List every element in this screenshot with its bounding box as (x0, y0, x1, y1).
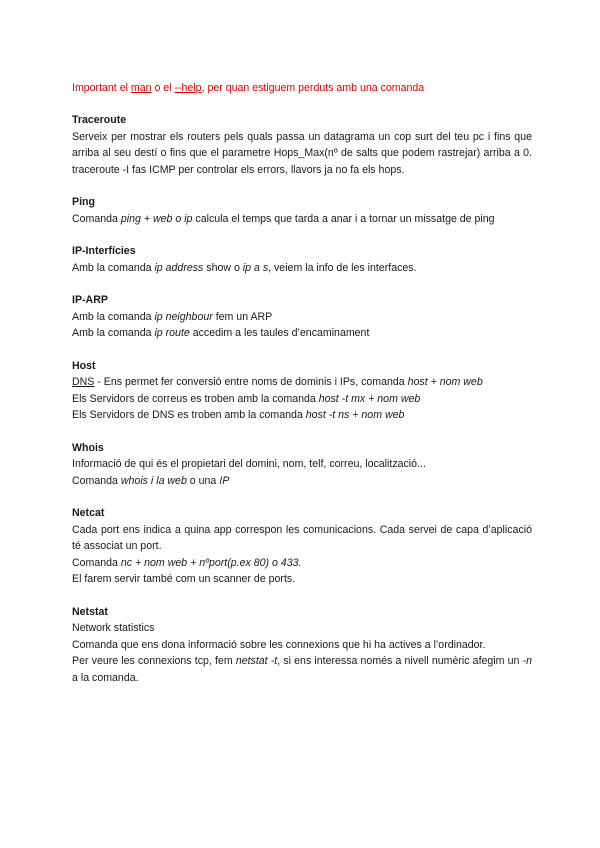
whois-command: whois i la web (120, 474, 187, 487)
ip-interficies-heading: IP-Interfícies (72, 245, 136, 258)
man-link[interactable]: man (130, 81, 152, 94)
host-line-3 (72, 407, 532, 424)
netcat-line-3: El farem servir també com un scanner de ports. (72, 573, 296, 586)
ping-pre: Comanda (72, 212, 121, 225)
intro-note (72, 80, 532, 97)
ipi-pre: Amb la comanda (72, 261, 155, 274)
whois-l2-pre: Comanda (72, 474, 121, 487)
ip-route-command: ip route (154, 327, 190, 340)
section-ip-arp (72, 292, 532, 342)
ipi-mid: show o (203, 261, 243, 274)
ip-neighbour-command: ip neighbour (154, 310, 213, 323)
host-heading: Host (72, 359, 96, 372)
host-l1-text: - Ens permet fer conversió entre noms de dominis i IPs, comanda (94, 376, 408, 389)
ip-interficies-text (72, 260, 532, 277)
netstat-n-flag: -n (522, 655, 532, 668)
whois-line-1: Informació de qui és el propietari del domini, nom, telf, correu, localització... (72, 458, 426, 471)
traceroute-heading: Traceroute (72, 114, 127, 127)
netcat-line-1: Cada port ens indica a quina app correspon les comunicacions. Cada servei de capa d’aplicació té associat un port. (72, 523, 532, 553)
section-traceroute (72, 112, 532, 178)
section-ping (72, 194, 532, 227)
ip-a-s-command: ip a s (242, 261, 269, 274)
ipi-post: , veiem la info de les interfaces. (268, 261, 417, 274)
host-ns-command: host -t ns + nom web (305, 409, 405, 422)
section-host (72, 358, 532, 424)
whois-l2-mid: o una (186, 474, 220, 487)
netstat-line-2: Comanda que ens dona informació sobre les connexions que hi ha actives a l’ordinador. (72, 638, 486, 651)
ip-arp-line-1 (72, 309, 532, 326)
intro-mid: o el (151, 81, 175, 94)
ping-post: calcula el temps que tarda a anar i a tornar un missatge de ping (192, 212, 495, 225)
nc-command: nc + nom web + nºport(p.ex 80) o 433. (120, 556, 302, 569)
host-line-2 (72, 391, 532, 408)
section-whois (72, 440, 532, 490)
netcat-l2-pre: Comanda (72, 556, 121, 569)
netstat-t-command: netstat -t (235, 655, 278, 668)
netstat-line-1: Network statistics (72, 622, 155, 635)
help-link[interactable]: --help (174, 81, 202, 94)
host-mx-command: host -t mx + nom web (318, 392, 421, 405)
section-ip-interficies (72, 243, 532, 276)
whois-heading: Whois (72, 441, 104, 454)
netstat-heading: Netstat (72, 605, 108, 618)
intro-suffix: , per quan estiguem perduts amb una comanda (201, 81, 425, 94)
iparp-l1-pre: Amb la comanda (72, 310, 155, 323)
ping-heading: Ping (72, 196, 95, 209)
document-content (72, 69, 532, 702)
iparp-l1-post: fem un ARP (212, 310, 273, 323)
ip-arp-heading: IP-ARP (72, 294, 108, 307)
netstat-l3-end: a la comanda. (72, 671, 139, 684)
ip-arp-line-2 (72, 325, 532, 342)
iparp-l2-pre: Amb la comanda (72, 327, 155, 340)
netstat-line-3 (72, 653, 532, 686)
host-l2-text: Els Servidors de correus es troben amb la comanda (72, 392, 319, 405)
netcat-heading: Netcat (72, 507, 105, 520)
netstat-l3-post: , si ens interessa només a nivell numèric afegim un (277, 655, 523, 668)
whois-line-2 (72, 473, 532, 490)
netcat-line-2 (72, 555, 532, 572)
ping-text (72, 211, 532, 228)
ip-address-command: ip address (154, 261, 204, 274)
section-netcat (72, 505, 532, 588)
iparp-l2-post: accedim a les taules d’encaminament (189, 327, 370, 340)
host-command: host + nom web (407, 376, 483, 389)
netstat-l3-pre: Per veure les connexions tcp, fem (72, 655, 236, 668)
section-netstat (72, 604, 532, 687)
ping-command: ping + web o ip (120, 212, 193, 225)
whois-ip: IP (219, 474, 230, 487)
host-line-1 (72, 374, 532, 391)
dns-link[interactable]: DNS (72, 376, 95, 389)
traceroute-text: Serveix per mostrar els routers pels quals passa un datagrama un cop surt del teu pc i fins que arriba al seu destí o fins que el parametre Hops_Max(nº de salts que podem rastrejar) arriba a 0. traceroute -I fas ICMP per controlar els errors, llavors ja no fa els hops. (72, 130, 532, 176)
intro-prefix: Important el (72, 81, 131, 94)
host-l3-text: Els Servidors de DNS es troben amb la comanda (72, 409, 306, 422)
